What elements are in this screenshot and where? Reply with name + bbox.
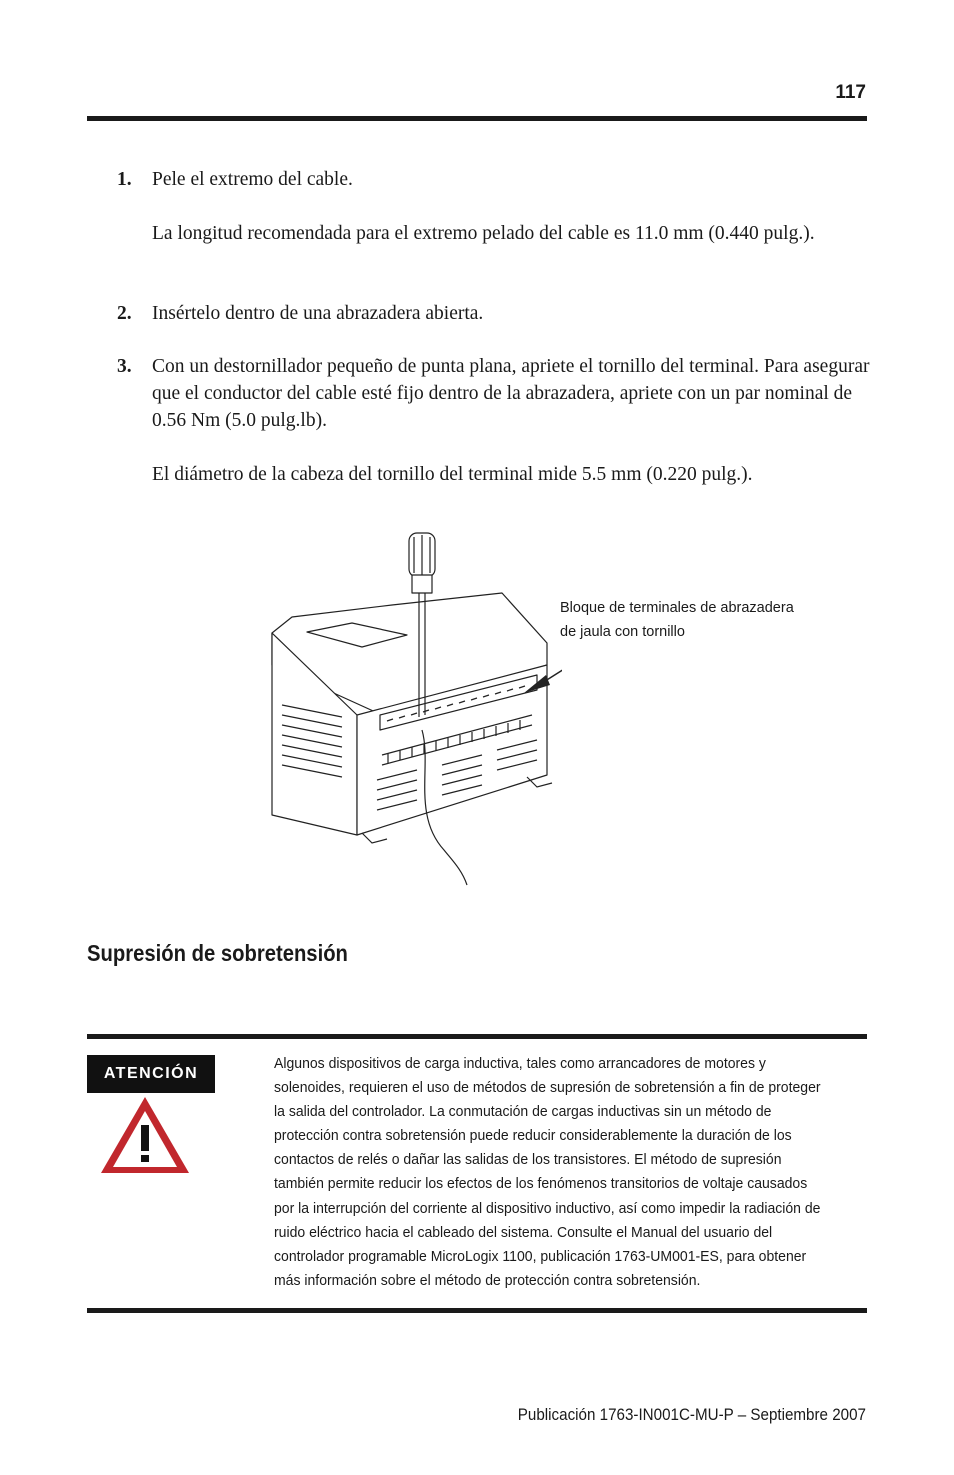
step-note: El diámetro de la cabeza del tornillo del terminal mide 5.5 mm (0.220 pulg.). bbox=[152, 464, 753, 485]
header-rule bbox=[87, 116, 867, 121]
page-number: 117 bbox=[835, 82, 866, 103]
step-text: Con un destornillador pequeño de punta plana, apriete el tornillo del terminal. Para asegurar que el conductor del cable esté fijo dentro de la abrazadera, apriete con un par nominal de 0.56 Nm (5.0 pulg.lb). bbox=[152, 356, 870, 431]
callout-line-2: de jaula con tornillo bbox=[560, 624, 685, 640]
attention-text: Algunos dispositivos de carga inductiva, tales como arrancadores de motores y solenoides, requieren el uso de métodos de supresión de sobretensión a fin de proteger la salida del controlador. La conmutación de cargas inductivas sin un método de protección contra sobretensión puede reducir considerablemente la duración de los contactos de relés o dañar las salidas de los transistores. El método de supresión también permite reducir los efectos de los fenómenos transitorios de voltaje causados por la interrupción del corriente al dispositivo inductivo, así como impedir la radiación de ruido eléctrico hacia el cableado del sistema. Consulte el Manual del usuario del controlador programable MicroLogix 1100, publicación 1763-UM001-ES, para obtener más información sobre el método de protección contra sobretensión. bbox=[274, 1055, 821, 1289]
step-number: 2. bbox=[117, 303, 132, 324]
step-number: 3. bbox=[117, 356, 132, 377]
section-title: Supresión de sobretensión bbox=[87, 940, 348, 966]
attention-label: ATENCIÓN bbox=[87, 1055, 215, 1093]
controller-wiring-illustration bbox=[262, 525, 562, 890]
figure-callout bbox=[560, 596, 840, 644]
attention-rule-top bbox=[87, 1034, 867, 1039]
warning-triangle-icon bbox=[99, 1095, 191, 1175]
callout-line-1: Bloque de terminales de abrazadera bbox=[560, 600, 794, 616]
step-text: Pele el extremo del cable. bbox=[152, 169, 353, 190]
step-number: 1. bbox=[117, 169, 132, 190]
screwdriver-collar bbox=[412, 575, 432, 593]
footer-publication: Publicación 1763-IN001C-MU-P – Septiembre 2007 bbox=[517, 1406, 866, 1424]
step-text: Insértelo dentro de una abrazadera abierta. bbox=[152, 303, 484, 324]
attention-rule-bottom bbox=[87, 1308, 867, 1313]
step-note: La longitud recomendada para el extremo pelado del cable es 11.0 mm (0.440 pulg.). bbox=[152, 223, 815, 244]
